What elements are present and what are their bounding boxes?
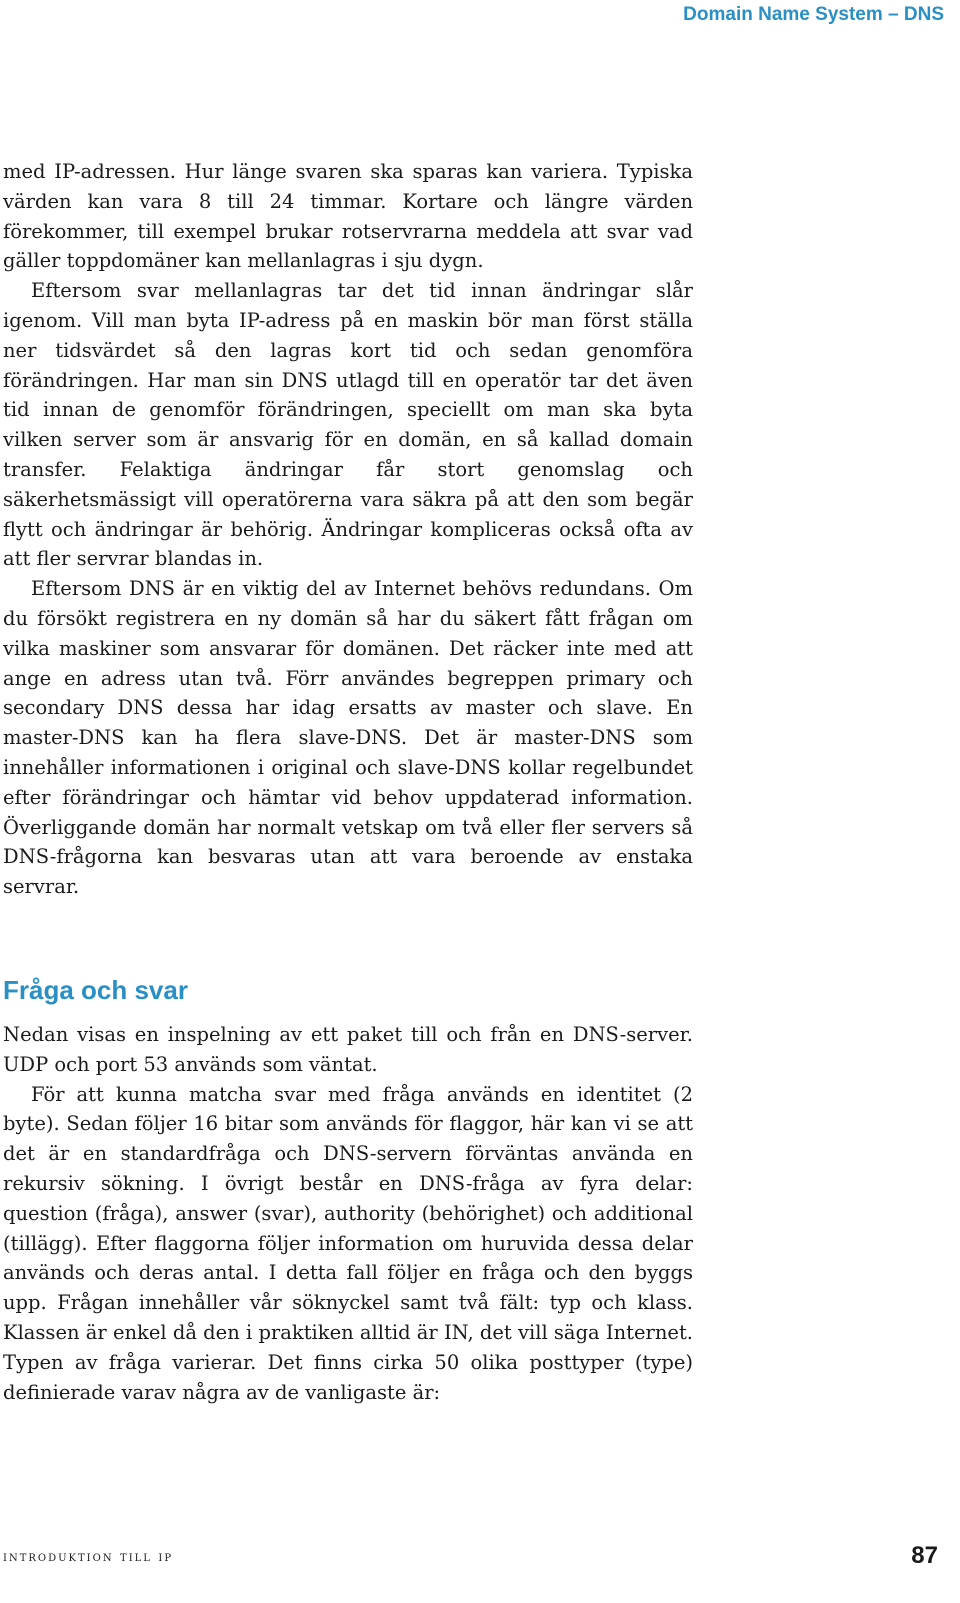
body-text-section-1	[3, 157, 693, 902]
paragraph: För att kunna matcha svar med fråga används en identitet (2 byte). Sedan följer 16 bitar som används för flaggor, här kan vi se att det är en standardfråga och DNS-servern förväntas använda en rekursiv sökning. I övrigt består en DNS-fråga av fyra delar: question (fråga), answer (svar), authority (behörighet) och additional (tillägg). Efter flaggorna följer information om huruvida dessa delar används och deras antal. I detta fall följer en fråga och den byggs upp. Frågan innehåller vår söknyckel samt två fält: typ och klass. Klassen är enkel då den i praktiken alltid är IN, det vill säga Internet. Typen av fråga varierar. Det finns cirka 50 olika posttyper (type) definierade varav några av de vanligaste är:	[3, 1082, 693, 1404]
body-text-section-2	[3, 1020, 693, 1407]
running-header-title: Domain Name System – DNS	[683, 4, 944, 25]
paragraph: med IP-adressen. Hur länge svaren ska sparas kan variera. Typiska värden kan vara 8 till 24 timmar. Kortare och längre värden förekommer, till exempel brukar rotservrarna meddela att svar vad gäller toppdomäner kan mellanlagras i sju dygn.	[3, 160, 693, 273]
paragraph: Eftersom svar mellanlagras tar det tid innan ändringar slår igenom. Vill man byta IP-adress på en maskin bör man först ställa ner tidsvärdet så den lagras kort tid och sedan genomföra förändringen. Har man sin DNS utlagd till en operatör tar det även tid innan de genomför förändringen, speciellt om man ska byta vilken server som är ansvarig för en domän, en så kallad domain transfer. Felaktiga ändringar får stort genomslag och säkerhetsmässigt vill operatörerna vara säkra på att den som begär flytt och ändringar är behörig. Ändringar kompliceras också ofta av att fler servrar blandas in.	[3, 279, 693, 571]
footer-book-title: introduktion till ip	[3, 1549, 174, 1565]
page-number: 87	[911, 1542, 938, 1569]
section-heading: Fråga och svar	[3, 975, 188, 1005]
paragraph: Nedan visas en inspelning av ett paket till och från en DNS-server. UDP och port 53 används som väntat.	[3, 1023, 693, 1076]
paragraph: Eftersom DNS är en viktig del av Internet behövs redundans. Om du försökt registrera en ny domän så har du säkert fått frågan om vilka maskiner som ansvarar för domänen. Det räcker inte med att ange en adress utan två. Förr användes begreppen primary och secondary DNS dessa har idag ersatts av master och slave. En master-DNS kan ha flera slave-DNS. Det är master-DNS som innehåller informationen i original och slave-DNS kollar regelbundet efter förändringar och hämtar vid behov uppdaterad information. Överliggande domän har normalt vetskap om två eller fler servers så DNS-frågorna kan besvaras utan att vara beroende av enstaka servrar.	[3, 577, 693, 899]
